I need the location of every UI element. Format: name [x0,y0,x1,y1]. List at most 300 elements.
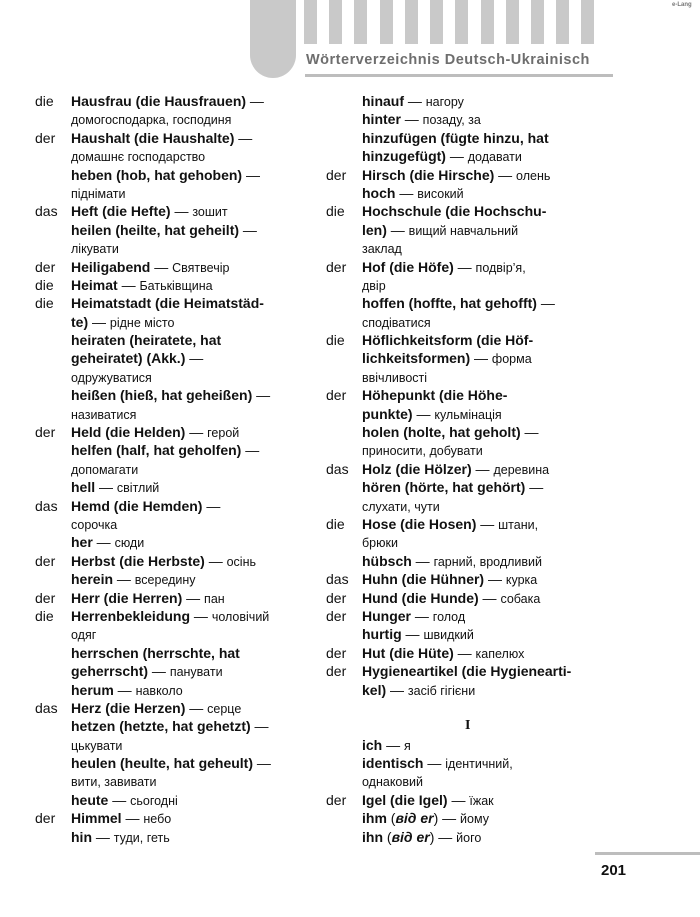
entry-text [362,221,518,240]
separator: — [250,718,269,735]
translation: капелюх [475,646,525,661]
entry-text [71,552,256,571]
entry-text [362,515,538,534]
translation: штани, [498,517,539,532]
headword: Igel (die Igel) [362,791,448,808]
separator: — [113,571,135,588]
entry-line [35,662,310,680]
separator: — [471,460,494,477]
entry-line [326,460,606,478]
translation: допомагати [71,462,139,477]
entry-text [362,331,533,349]
entry-line [35,717,310,735]
separator: ( [386,810,396,827]
article: der [326,589,347,606]
translation: форма [491,352,532,367]
entry-line [326,405,606,423]
separator: — [242,166,260,183]
separator: — [252,387,271,404]
entry-line [326,772,606,790]
entry-text [71,239,119,258]
entry-text [71,331,221,349]
entry-line [326,754,606,772]
translation: ідентичний, [445,757,513,772]
entry-line [326,497,606,515]
translation: серце [207,701,242,716]
entry-text [362,368,427,387]
separator: — [470,350,492,367]
headword: Hose (die Hosen) [362,515,477,532]
headword: Hemd (die Hemden) [71,497,203,514]
entry-line [35,239,310,257]
entry-line [326,221,606,239]
entry-text [362,166,550,185]
headword: hurtig [362,626,402,643]
article: der [35,552,56,569]
headword: Hausfrau (die Hausfrauen) [71,93,247,109]
article: der [326,644,347,661]
separator: — [411,552,434,569]
header-rule [305,74,613,77]
entry-line [35,166,310,184]
separator: — [423,755,446,772]
separator: — [170,203,193,220]
entry-text [71,110,231,129]
separator: — [185,350,204,367]
entry-text [362,552,542,571]
headword: Haushalt (die Haushalte) [71,129,235,146]
translation: сюди [114,536,145,551]
header-bar [481,0,494,44]
entry-text [71,478,159,497]
entry-line [35,681,310,699]
entry-line [326,147,606,165]
translation: засіб гігієни [407,683,476,698]
entry-line [326,515,606,533]
entry-text [362,386,507,404]
headword: Herrenbekleidung [71,607,191,624]
translation: небо [143,812,172,827]
entry-line [35,533,310,551]
entry-line [35,386,310,404]
translation: двір [362,278,386,293]
entry-text [362,258,526,277]
separator: — [113,681,136,698]
headword: helfen (half, hat geholfen) [71,442,242,459]
entry-text [362,625,474,644]
entry-text [71,717,269,735]
translation: голод [432,609,466,624]
translation: вищий навчальний [408,223,519,238]
headword: Hochschule (die Hochschu- [362,203,547,220]
entry-line [35,736,310,754]
entry-line [35,570,310,588]
entry-text [362,533,398,552]
entry-line [326,736,606,754]
entry-line [35,202,310,220]
article: das [35,699,58,716]
translation: цькувати [71,738,123,753]
entry-text [362,662,571,680]
translation: гарний, вродливий [433,554,543,569]
entry-text [71,405,136,424]
entry-line [326,423,606,441]
headword: herein [71,571,114,588]
headword: heben (hob, hat gehoben) [71,166,243,183]
footer-rule [595,852,700,855]
entry-text [71,460,138,479]
page-number: 201 [601,862,627,879]
headword: ich [362,736,383,753]
headword: Heft (die Hefte) [71,203,171,220]
entry-text [71,202,228,221]
separator: — [182,589,205,606]
entry-line [35,221,310,239]
entry-text [71,699,241,718]
header-bar [329,0,342,44]
entry-text [362,441,483,460]
translation: рідне місто [109,315,175,330]
entry-text [71,313,174,332]
entry-line [35,441,310,459]
entry-line [326,202,606,220]
translation: заклад [362,242,402,257]
entry-text [71,625,96,644]
entry-line [35,515,310,533]
entry-line [35,772,310,790]
translation: кульмінація [434,407,502,422]
entry-text [71,258,229,277]
headword: herum [71,681,114,698]
article: der [35,810,56,827]
headword: Hof (die Höfe) [362,258,454,275]
article: der [35,424,56,441]
separator: — [92,534,115,551]
headword: Herr (die Herren) [71,589,183,606]
article: die [35,93,54,109]
article: der [326,166,347,183]
header-bar [455,0,468,44]
grammar-note: від [395,810,417,827]
entry-line [35,129,310,147]
separator: — [484,571,506,588]
separator: — [253,755,271,772]
article: der [35,129,56,146]
separator: — [108,791,131,808]
entry-text [71,386,270,404]
entry-text [362,129,549,147]
article: die [326,203,345,220]
entry-line [326,589,606,607]
separator: — [494,166,517,183]
entry-text [362,644,524,663]
entry-line [326,258,606,276]
header-bar [430,0,443,44]
entry-line [326,791,606,809]
entry-text [362,570,537,589]
translation: лікувати [71,242,119,257]
translation: ввічливості [362,370,428,385]
entry-line [35,809,310,827]
translation: нагору [425,95,464,109]
entry-text [71,92,264,110]
separator: — [400,111,423,128]
headword: Holz (die Hölzer) [362,460,472,477]
headword: hell [71,479,96,496]
separator: — [520,424,539,441]
entry-text [362,313,431,332]
headword: geherrscht) [71,663,149,680]
translation: домашнє господарство [71,150,206,165]
headword: ihm [362,810,387,827]
headword: Heimat [71,276,118,293]
entry-text [362,828,481,847]
entry-text [362,478,543,496]
entry-text [362,607,465,626]
translation: позаду, за [422,113,481,128]
entry-text [362,184,464,203]
headword: identisch [362,755,424,772]
section-letter [326,717,606,735]
separator: — [202,497,221,514]
translation: однаковий [362,775,423,790]
header-bar [556,0,569,44]
separator: — [185,699,208,716]
headword: Hut (die Hüte) [362,644,454,661]
entry-text [71,129,252,147]
entry-line [35,754,310,772]
translation: собака [500,591,541,606]
entry-line [35,828,310,846]
header-bar [380,0,393,44]
headword: hinzugefügt) [362,148,446,165]
translation: брюки [362,536,398,551]
separator: — [204,552,227,569]
headword: heute [71,791,109,808]
headword: hoch [362,184,396,201]
header-bar [304,0,317,44]
entry-text [362,276,386,295]
separator: ) — [429,828,457,845]
headword: heiraten (heiratete, hat [71,332,222,349]
entry-text [362,405,502,424]
translation: сподіватися [362,315,431,330]
separator: — [386,681,408,698]
entry-text [362,423,539,441]
entry-text [362,589,540,608]
translation: його [456,830,482,845]
article: der [326,258,347,275]
entry-text [362,736,411,755]
translation: їжак [469,793,494,808]
translation: вити, завивати [71,775,157,790]
separator: — [95,479,117,496]
article: die [326,332,345,349]
headword: herrschen (herrschte, hat [71,644,240,661]
translation: герой [207,426,240,441]
entry-line [326,625,606,643]
headword: hetzen (hetzte, hat gehetzt) [71,718,251,735]
entry-text [71,754,271,772]
headword: heilen (heilte, hat geheilt) [71,221,240,238]
header-decoration [0,0,700,80]
article: die [326,515,345,532]
entry-line [326,441,606,459]
headword: hübsch [362,552,412,569]
translation: називатися [71,407,137,422]
separator: — [525,479,544,496]
entry-text [71,681,183,700]
headword: Heimatstadt (die Heimatstäd- [71,295,264,312]
translation: туди, геть [113,830,170,845]
entry-text [362,294,555,312]
translation: олень [516,168,551,183]
entry-text [71,828,170,847]
entry-text [71,423,239,442]
separator: — [88,313,110,330]
entry-line [35,349,310,367]
article: der [326,607,347,624]
translation: пан [204,591,225,606]
separator: — [239,221,257,238]
translation: домогосподарка, господиня [71,113,232,128]
article: der [326,387,347,404]
headword: Himmel [71,810,122,827]
grammar-note: er [416,828,430,845]
headword: her [71,534,93,551]
headword: Herz (die Herzen) [71,699,186,716]
entry-line [326,607,606,625]
translation: курка [505,573,538,588]
article: der [35,589,56,606]
entry-line [35,331,310,349]
article: das [35,203,58,220]
separator: — [92,828,114,845]
entry-text [71,644,240,662]
separator: — [476,515,499,532]
entry-text [362,497,440,516]
entry-line [326,92,606,110]
header-bar [531,0,544,44]
entry-text [71,166,260,184]
translation: зошит [192,205,228,220]
article: der [326,791,347,808]
headword: heulen (heulte, hat geheult) [71,755,254,772]
entry-text [71,184,126,203]
entry-line [35,478,310,496]
entry-text [71,349,203,367]
separator: — [121,810,144,827]
headword: Herbst (die Herbste) [71,552,205,569]
headword: Hirsch (die Hirsche) [362,166,495,183]
headword: ihn [362,828,383,845]
header-bar [506,0,519,44]
section-letter-text: I [465,718,471,734]
entry-text [71,147,205,166]
entry-text [71,294,264,312]
article: die [35,295,54,312]
entry-line [35,589,310,607]
entry-line [35,497,310,515]
translation: високий [417,186,464,201]
separator: — [386,221,409,238]
entry-line [326,331,606,349]
headword: hinter [362,111,401,128]
separator: — [536,295,555,312]
headword: lichkeitsformen) [362,350,471,367]
translation: я [404,738,411,753]
entry-line [326,386,606,404]
entry-text [71,441,259,459]
entry-text [71,368,152,387]
grammar-note: від [391,828,413,845]
translation: навколо [135,683,183,698]
separator: — [412,405,435,422]
article: das [35,497,58,514]
headword: geheiratet) (Akk.) [71,350,186,367]
separator: ) — [433,810,461,827]
headword: hinzufügen (fügte hinzu, hat [362,129,549,146]
separator: — [117,276,140,293]
translation: осінь [226,554,256,569]
entry-line [326,644,606,662]
headword: len) [362,221,387,238]
entry-line [326,294,606,312]
article: der [326,663,347,680]
right-column [326,92,606,846]
separator: — [246,93,264,109]
entry-line [35,294,310,312]
entry-line [35,644,310,662]
entry-text [71,662,223,681]
entry-line [326,184,606,202]
article: das [326,460,349,477]
translation: слухати, чути [362,499,440,514]
headword: punkte) [362,405,413,422]
headword: Hunger [362,607,411,624]
separator: — [411,607,433,624]
entry-text [71,515,117,534]
entry-text [71,221,257,239]
separator: — [148,663,170,680]
entry-line [326,828,606,846]
translation: подвір’я, [475,260,526,275]
translation: піднімати [71,186,126,201]
entry-text [71,772,156,791]
entry-text [362,202,546,220]
entry-line [326,681,606,699]
separator: — [401,626,424,643]
translation: Святвечір [172,260,230,275]
entry-line [35,423,310,441]
publisher-logo: e-Lang [672,2,692,8]
entry-line [35,552,310,570]
headword: Höflichkeitsform (die Höf- [362,332,534,349]
article: der [35,258,56,275]
header-bar [405,0,418,44]
translation: сьогодні [130,793,178,808]
translation: приносити, добувати [362,444,483,459]
headword: hören (hörte, hat gehört) [362,479,526,496]
entry-line [35,147,310,165]
entry-text [362,110,481,129]
separator: — [447,791,470,808]
entry-text [71,570,196,589]
entry-line [326,368,606,386]
entry-text [71,607,269,626]
headword: Heiligabend [71,258,151,275]
header-bar [354,0,367,44]
